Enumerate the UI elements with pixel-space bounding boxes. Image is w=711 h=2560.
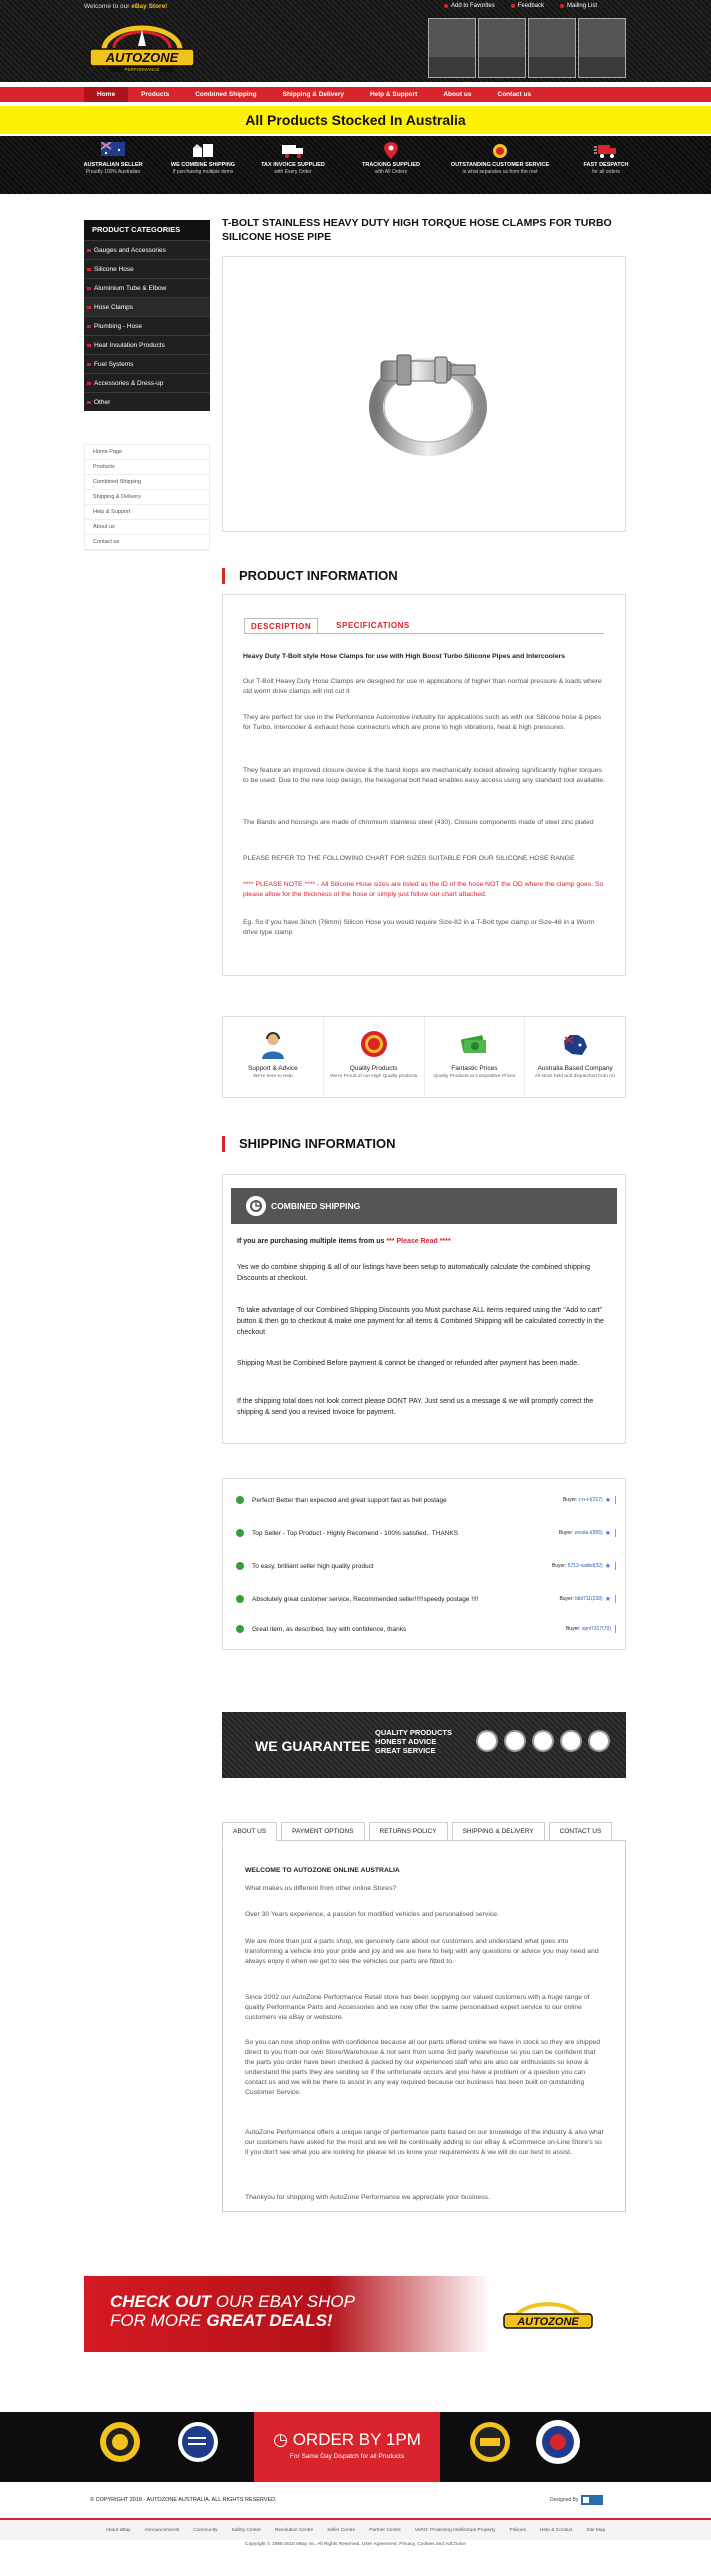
feedback-row: Perfect! Better than expected and great support fast as hell postage Buyer: r-n-t-t(217) ★ [236,1490,616,1510]
welcome-text: Welcome to our eBay Store! [84,3,168,10]
ebay-link[interactable]: Community [193,2527,218,2533]
sidebar-link-shipping[interactable]: Shipping & Delivery [85,490,209,505]
desc-paragraph: Our T-Bolt Heavy Duty Hose Clamps are designed for use in applications of higher than normal pressure & loads where std worm drive clamps will not cut it [243,678,602,695]
desc-paragraph: They are perfect for use in the Performance Automotive industry for applications such as with our Silicone hose & pipes for Turbo, Intercooler & exhaust hose connectors which are prone to high vibrations, heat & high pressures. [243,714,602,731]
store-photo [578,18,626,78]
ebay-copyright: Copyright © 1995-2018 eBay Inc. All Rights Reserved. User Agreement, Privacy, Cookies and AdChoice [245,2542,466,2547]
tab-returns-policy[interactable]: RETURNS POLICY [369,1822,448,1841]
positive-icon [236,1562,244,1570]
feedback-row: Great item, as described, buy with confidence, thanks Buyer: ayni7317(70) [236,1619,616,1639]
star-icon: ★ [604,1530,611,1537]
sidebar-item-silicone-hose[interactable]: Silicone Hose [84,259,210,278]
feature-tax-invoice: TAX INVOICE SUPPLIED with Every Order [250,142,336,176]
shipping-icon [246,1196,266,1216]
about-paragraph: We are more than just a parts shop, we genuinely care about our customers and understand what goes into transforming a vehicle into your pride and joy and we are here to help with any questions or advice you may need and always enjoy it when we get to see the vehicles our parts are fitted to. [245,1938,599,1965]
about-tabs [222,1822,612,1841]
australia-map-icon [560,1029,590,1059]
ebay-link[interactable]: Announcements [144,2527,180,2533]
nav-help-support[interactable]: Help & Support [370,91,418,98]
feedback-row: Top Seller - Top Product - Highly Recomend - 100% satisfied.. THANKS Buyer: zeuda-l(955) ★ [236,1523,616,1543]
ebay-shop-banner-text: CHECK OUT OUR EBAY SHOP FOR MORE GREAT DEALS! [110,2292,355,2330]
boxes-icon [191,142,215,160]
desc-please-note: **** PLEASE NOTE **** - All Silicone Hose sizes are listed as the ID of the hose NOT the OD where the clamp goes. So please allow for the thickness of the hose or simply just follow our chart attached. [243,881,604,898]
sidebar-link-combined-shipping[interactable]: Combined Shipping [85,475,209,490]
shipping-paragraph: Shipping Must be Combined Before payment & cannot be changed or refunded after payment has been made. [237,1360,580,1367]
tab-specifications[interactable]: SPECIFICATIONS [336,621,410,630]
order-by-title: ◷ ORDER BY 1PM [273,2430,421,2449]
badge-prices: Fantastic Prices Quality Products at Competitive Prices [425,1017,526,1097]
about-paragraph: AutoZone Performance offers a unique range of performance parts based on our knowledge of the industry & also what our customers have asked for the most and we will be continually adding to our eBay & eCommerce on-Line Store's so if you don't see what you are looking for please let us know your requirements & we will do our best to assist. [245,2129,604,2156]
badge-quality: Quality Products We're Proud of our High Quality products [324,1017,425,1097]
sidebar-title: PRODUCT CATEGORIES [84,220,210,240]
store-photos [428,18,626,78]
product-image[interactable] [223,257,627,533]
headset-icon [488,142,512,160]
sidebar-link-help[interactable]: Help & Support [85,505,209,520]
ebay-link[interactable]: Help & Contact [540,2527,573,2533]
mailing-list-link[interactable]: Mailing List [560,3,597,9]
ebay-link[interactable]: VeRO: Protecting Intellectual Property [414,2527,496,2533]
sidebar-item-heat-insulation[interactable]: Heat Insulation Products [84,335,210,354]
positive-icon [236,1529,244,1537]
buyer-id[interactable]: zeuda-l(955) [574,1530,603,1536]
ebay-link[interactable]: Site Map [586,2527,606,2533]
feedback-row: To easy, brilliant seller high quality product Buyer: 5713-xadkd(32) ★ [236,1556,616,1576]
product-info-heading: PRODUCT INFORMATION [222,568,398,584]
sidebar-item-accessories[interactable]: Accessories & Dress-up [84,373,210,392]
shipping-multi-items: If you are purchasing multiple items from us *** Please Read **** [237,1238,451,1245]
logo-subtext: PERFORMANCE [124,67,160,72]
map-pin-icon [379,142,403,160]
buyer-id[interactable]: ayni7317(70) [581,1626,611,1632]
nav-home[interactable]: Home [84,87,128,102]
feedback-row: Absolutely great customer service, Recommended seller!!!!!speedy postage !!!! Buyer: bibl711(239) ★ [236,1589,616,1609]
guarantee-badges [476,1730,610,1752]
feedback-icon [511,4,515,8]
nav-shipping-delivery[interactable]: Shipping & Delivery [282,91,345,98]
quality-seal-icon [359,1029,389,1059]
please-read-text: *** Please Read **** [386,1238,451,1245]
order-by-subtitle: For Same Day Dispatch for all Products [289,2453,405,2460]
feature-australian-seller: AUSTRALIAN SELLER Proudly 100% Australian [70,142,156,176]
money-icon [459,1029,489,1059]
sidebar-item-aluminium-tube[interactable]: Aluminium Tube & Elbow [84,278,210,297]
mail-icon [560,4,564,8]
about-paragraph: Since 2002 our AutoZone Performance Retail store has been supplying our valued customers with a huge range of quality Performance Parts and Accessories and we now offer the same personalised expert service to our online customers via eBay or webstore. [245,1994,590,2021]
tab-shipping-delivery[interactable]: SHIPPING & DELIVERY [452,1822,545,1841]
about-paragraph: Thankyou for shopping with AutoZone Performance we appreciate your business. [245,2194,490,2201]
positive-icon [236,1595,244,1603]
guarantee-lines: QUALITY PRODUCTS HONEST ADVICE GREAT SERVICE [375,1728,452,1755]
badge-support: Support & Advice We're here to Help [223,1017,324,1097]
heart-icon [444,4,448,8]
desc-chart-note: PLEASE REFER TO THE FOLLOWING CHART FOR SIZES SUITABLE FOR OUR SILICONE HOSE RANGE [243,855,575,862]
buyer-id[interactable]: r-n-t-t(217) [578,1497,603,1503]
positive-icon [236,1496,244,1504]
sidebar-link-about[interactable]: About us [85,520,209,535]
store-photo [428,18,476,78]
ebay-link[interactable]: Safety Centre [231,2527,261,2533]
tab-payment-options[interactable]: PAYMENT OPTIONS [281,1822,364,1841]
desc-paragraph: They feature an improved closure device & the band loops are mechanically locked allowing significantly higher torques to be used. Due to the new loop design, the hexagonal bolt head enables easy access using any standard tool available. [243,767,605,784]
designed-by[interactable]: Designed By [550,2495,603,2505]
fast-truck-icon [594,142,618,160]
sidebar-link-contact[interactable]: Contact us [85,535,209,550]
guarantee-title: WE GUARANTEE [255,1738,371,1754]
sidebar-link-products[interactable]: Products [85,460,209,475]
ebay-link[interactable]: Seller Centre [327,2527,356,2533]
category-sidebar [84,220,210,411]
designer-logo-icon [581,2495,603,2505]
ebay-link[interactable]: Partner Centre [369,2527,401,2533]
sidebar-item-other[interactable]: Other [84,392,210,411]
top-links [444,3,597,9]
store-name: eBay Store! [131,3,168,10]
nav-combined-shipping[interactable]: Combined Shipping [195,91,257,98]
autozone-logo[interactable] [84,22,200,74]
guarantee-badge-icon [476,1730,498,1752]
buyer-id[interactable]: 5713-xadkd(32) [567,1563,603,1569]
desc-paragraph: The Bands and housings are made of chromium stainless steel (430). Closure components made of steel zinc plated [243,819,594,826]
badge-australia: Australia Based Company All stock held and dispatched from AU [525,1017,625,1097]
nav-products[interactable]: Products [141,91,170,98]
about-title: WELCOME TO AUTOZONE ONLINE AUSTRALIA [245,1867,400,1874]
guarantee-badge-icon [532,1730,554,1752]
australian-seller-badge [176,2420,220,2464]
star-icon: ★ [604,1497,611,1504]
copyright-text: © COPYRIGHT 2018 - AUTOZONE AUSTRALIA. ALL RIGHTS RESERVED. [90,2497,277,2503]
store-photo [478,18,526,78]
svg-text:AUTOZONE: AUTOZONE [517,2316,579,2328]
shipping-paragraph: To take advantage of our Combined Shipping Discounts you Must purchase ALL items required using the "Add to cart" button & then go to checkout & make one payment for all items & Combined Shipping will be calculated correctly in the checkout [237,1307,604,1336]
ebay-link[interactable]: About eBay [105,2527,131,2533]
fast-delivery-badge [468,2420,512,2464]
ebay-link[interactable]: Resolution Centre [274,2527,314,2533]
about-paragraph: What makes us different from other online Stores? [245,1885,397,1892]
truck-icon [281,142,305,160]
support-person-icon [258,1029,288,1059]
australia-flag-icon [101,142,125,160]
guarantee-badge-icon [588,1730,610,1752]
sidebar-item-hose-clamps[interactable]: Hose Clamps [84,297,210,316]
add-favorites-link[interactable]: Add to Favorites [444,3,495,9]
star-icon: ★ [604,1563,611,1570]
desc-lead: Heavy Duty T-Bolt style Hose Clamps for use with High Boost Turbo Silicone Pipes and Intercoolers [243,653,566,660]
tab-about-us[interactable]: ABOUT US [222,1822,277,1841]
guarantee-badge-icon [504,1730,526,1752]
sidebar-item-plumbing[interactable]: Plumbing - Hose [84,316,210,335]
guarantee-badge-icon [560,1730,582,1752]
ebay-footer-links [0,2518,711,2540]
top-rated-seller-badge [98,2420,142,2464]
shipping-paragraph: If the shipping total does not look correct please DONT PAY. Just send us a message & we will promptly correct the shipping & send you a revised Invoice for payment. [237,1398,594,1416]
ebay-link[interactable]: Policies [509,2527,527,2533]
sidebar-links [84,444,210,551]
positive-icon [236,1625,244,1633]
order-by-banner [254,2412,440,2482]
banner-autozone-logo [498,2294,598,2334]
tab-divider [244,633,604,634]
store-photo [528,18,576,78]
sidebar-item-fuel-systems[interactable]: Fuel Systems [84,354,210,373]
feature-combine-shipping: WE COMBINE SHIPPING If purchasing multiple items [160,142,246,176]
product-image-box [222,256,626,532]
nav-about-us[interactable]: About us [443,91,472,98]
tab-contact-us[interactable]: CONTACT US [549,1822,613,1841]
feedback-link[interactable]: Feedback [511,3,544,9]
sidebar-item-gauges[interactable]: Gauges and Accessories [84,240,210,259]
shipping-paragraph: Yes we do combine shipping & all of our listings have been setup to automatically calculate the combined shipping Discounts at checkout. [237,1264,591,1282]
guarantee-seal-badge [534,2418,582,2466]
stock-banner: All Products Stocked In Australia [0,106,711,134]
tab-description[interactable]: DESCRIPTION [244,618,318,634]
trust-badges [222,1016,626,1098]
sidebar-link-home[interactable]: Home Page [85,445,209,460]
desc-example: Eg. So if you have 3inch (76mm) Silicon Hose you would require Size-82 in a T-Bolt type clamp or Size-48 in a Worm drive type clamp [243,919,595,936]
logo-text: AUTOZONE [105,50,179,65]
main-nav [84,87,544,102]
nav-contact-us[interactable]: Contact us [497,91,532,98]
feature-tracking: TRACKING SUPPLIED with All Orders [348,142,434,176]
product-title: T-BOLT STAINLESS HEAVY DUTY HIGH TORQUE HOSE CLAMPS FOR TURBO SILICONE HOSE PIPE [222,217,612,243]
combined-shipping-bar: COMBINED SHIPPING [231,1188,617,1224]
info-tabs [244,618,416,634]
about-paragraph: So you can now shop online with confidence because all our parts offered online we have in stock so they are shipped direct to you from our own Store/Warehouse & not sent from some 3rd party warehouse so you can be confident that the parts you order have been checked & packed by our experienced staff who are also car enthusiasts so know & understand the parts they are sending so if the unfortunate occurs and you have a problem or a question you can contact us and we will be there to assist in any way required because our business has been built on outstanding Customer Service. [245,2039,601,2096]
buyer-id[interactable]: bibl711(239) [575,1596,603,1602]
feature-customer-service: OUTSTANDING CUSTOMER SERVICE is what separates us from the rest [450,142,550,176]
feature-fast-despatch: FAST DESPATCH for all orders [563,142,649,176]
shipping-info-heading: SHIPPING INFORMATION [222,1136,395,1152]
star-icon: ★ [604,1596,611,1603]
about-paragraph: Over 30 Years experience, a passion for modified vehicles and personalised service. [245,1911,499,1918]
